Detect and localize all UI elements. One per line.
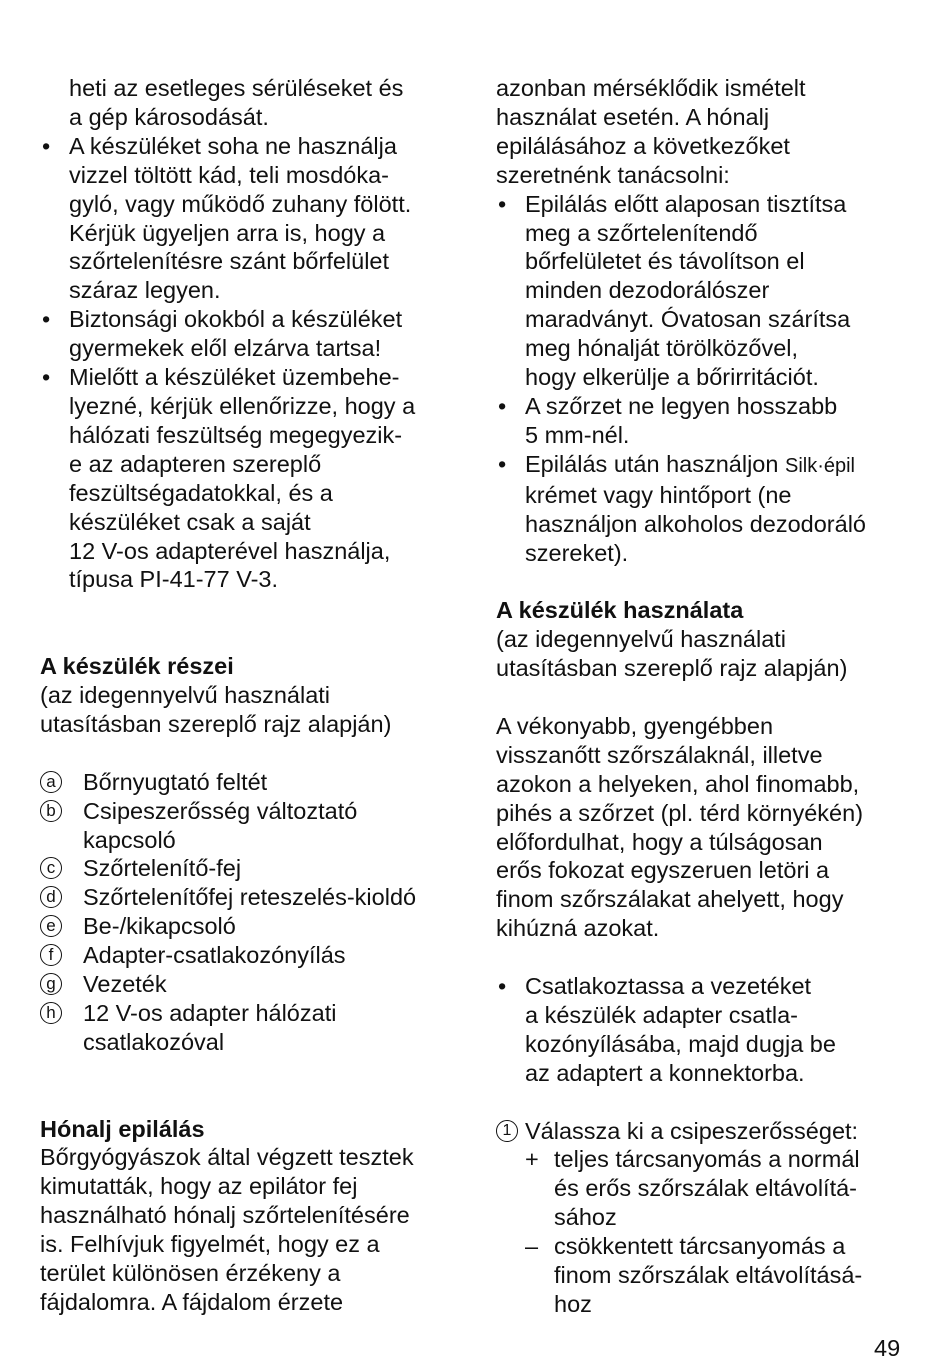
bullet-icon: • <box>498 190 507 217</box>
text-line: fájdalomra. A fájdalom érzete <box>40 1289 344 1316</box>
text-line: teljes tárcsanyomás a normál <box>554 1146 860 1173</box>
circled-letter-icon: b <box>40 800 62 822</box>
bullet-icon: • <box>42 364 51 391</box>
part-item <box>40 999 460 1057</box>
armpit-heading: Hónalj epilálás <box>40 1115 205 1142</box>
text-line: bőrfelületet és távolítson el <box>525 248 805 275</box>
part-label: Csipeszerősség változtató <box>83 797 358 824</box>
text-line: e az adapteren szereplő <box>69 450 322 477</box>
text-line: azokon a helyeken, ahol finomabb, <box>496 770 860 797</box>
usage-subtitle-line: (az idegennyelvű használati <box>496 626 787 653</box>
part-label: csatlakozóval <box>83 1028 225 1055</box>
text-line: lyezné, kérjük ellenőrizze, hogy a <box>69 392 416 419</box>
part-item <box>40 768 460 797</box>
advice-bullet-1 <box>496 190 916 392</box>
text-line: hálózati feszültség megegyezik- <box>69 421 403 448</box>
text-line: meg a szőrtelenítendő <box>525 219 758 246</box>
text-line: terület különösen érzékeny a <box>40 1260 341 1287</box>
text-line: kimutatták, hogy az epilátor fej <box>40 1173 358 1200</box>
text-line: hoz <box>554 1291 592 1317</box>
text-line: és erős szőrszálak eltávolítá- <box>554 1175 858 1202</box>
part-label: Be-/kikapcsoló <box>83 913 236 940</box>
text-line: finom szőrszálak eltávolításá- <box>554 1262 863 1289</box>
text-fragment: Epilálás után használjon <box>525 450 785 477</box>
circled-letter-icon: e <box>40 915 62 937</box>
part-label: Szőrtelenítőfej reteszelés-kioldó <box>83 884 417 911</box>
circled-letter-icon: g <box>40 973 62 995</box>
part-item <box>40 912 460 941</box>
text-line: használat esetén. A hónalj <box>496 103 770 130</box>
circled-letter-icon: a <box>40 771 62 793</box>
usage-heading: A készülék használata <box>496 597 744 624</box>
text-line: heti az esetleges sérüléseket és <box>69 75 404 101</box>
text-line <box>525 450 916 481</box>
connect-bullet <box>496 972 916 1088</box>
part-item <box>40 883 460 912</box>
part-item <box>40 797 460 855</box>
text-line: azonban mérséklődik ismételt <box>496 75 806 101</box>
step-option-full <box>496 1145 916 1232</box>
parts-list <box>40 768 460 1057</box>
part-label: Vezeték <box>83 971 167 998</box>
text-line: előfordulhat, hogy a túlságosan <box>496 828 823 855</box>
parts-heading: A készülék részei <box>40 653 234 680</box>
text-line: A készüléket soha ne használja <box>69 132 397 159</box>
circled-letter-icon: f <box>40 944 62 966</box>
advice-bullet-2 <box>496 392 916 450</box>
text-line: feszültségadatokkal, és a <box>69 479 333 506</box>
safety-bullet-3 <box>40 363 460 594</box>
text-line: vizzel töltött kád, teli mosdóka- <box>69 161 389 188</box>
text-line: A vékonyabb, gyengébben <box>496 712 774 739</box>
text-line: epilálásához a következőket <box>496 132 790 159</box>
circled-letter-icon: h <box>40 1002 62 1024</box>
part-label: 12 V-os adapter hálózati <box>83 999 337 1026</box>
step-1 <box>496 1117 916 1146</box>
armpit-continuation <box>496 74 916 190</box>
text-line: 12 V-os adapterével használja, <box>69 537 391 564</box>
part-label: kapcsoló <box>83 826 176 853</box>
parts-subtitle-line: (az idegennyelvű használati <box>40 682 331 709</box>
text-line: Biztonsági okokból a készüléket <box>69 306 403 333</box>
text-line: Csatlakoztassa a vezetéket <box>525 973 812 1000</box>
advice-bullet-3 <box>496 450 916 568</box>
text-line: hogy elkerülje a bőrirritációt. <box>525 364 819 391</box>
text-line: a gép károsodását. <box>69 103 269 130</box>
plus-icon: + <box>525 1146 539 1173</box>
part-label: Szőrtelenítő-fej <box>83 855 242 882</box>
step-option-reduced <box>496 1232 916 1319</box>
text-line: használjon alkoholos dezodoráló <box>525 510 866 537</box>
circled-letter-icon: c <box>40 857 62 879</box>
part-item <box>40 970 460 999</box>
text-line: gyló, vagy működő zuhany fölött. <box>69 190 412 217</box>
text-line: visszanőtt szőrszálaknál, illetve <box>496 741 823 768</box>
text-line: Bőrgyógyászok által végzett tesztek <box>40 1144 414 1171</box>
circled-letter-icon: d <box>40 886 62 908</box>
text-line: a készülék adapter csatla- <box>525 1001 799 1028</box>
text-line: is. Felhívjuk figyelmét, hogy ez a <box>40 1231 380 1258</box>
circled-number-icon: 1 <box>496 1120 518 1142</box>
bullet-icon: • <box>498 973 507 1000</box>
dash-icon: – <box>525 1233 539 1260</box>
intro-text <box>40 74 460 132</box>
part-item <box>40 854 460 883</box>
text-line: maradványt. Óvatosan szárítsa <box>525 306 851 333</box>
text-line: Mielőtt a készüléket üzembehe- <box>69 364 400 391</box>
text-line: erős fokozat egyszeruen letöri a <box>496 857 830 884</box>
safety-bullet-2 <box>40 305 460 363</box>
text-line: pihés a szőrzet (pl. térd környékén) <box>496 799 864 826</box>
text-line: készüléket csak a saját <box>69 508 311 535</box>
bullet-icon: • <box>42 132 51 159</box>
text-line: csökkentett tárcsanyomás a <box>554 1233 846 1260</box>
text-line: típusa PI-41-77 V-3. <box>69 566 279 593</box>
text-line: Kérjük ügyeljen arra is, hogy a <box>69 219 386 246</box>
text-line: minden dezodorálószer <box>525 277 770 304</box>
bullet-icon: • <box>498 450 507 477</box>
text-line: finom szőrszálakat ahelyett, hogy <box>496 886 844 913</box>
text-line: sához <box>554 1204 617 1231</box>
bullet-icon: • <box>498 392 507 419</box>
right-column <box>496 74 916 1319</box>
parts-subtitle-line: utasításban szereplő rajz alapján) <box>40 710 392 737</box>
bullet-icon: • <box>42 306 51 333</box>
text-line: száraz legyen. <box>69 277 221 304</box>
part-label: Adapter-csatlakozónyílás <box>83 942 346 969</box>
text-line: 5 mm-nél. <box>525 421 630 448</box>
text-line: gyermekek elől elzárva tartsa! <box>69 335 382 362</box>
safety-bullet-1 <box>40 132 460 305</box>
text-line: szeretnénk tanácsolni: <box>496 161 730 188</box>
step-title: Válassza ki a csipeszerősséget: <box>525 1117 859 1144</box>
text-line: Epilálás előtt alaposan tisztítsa <box>525 190 847 217</box>
left-column <box>40 74 460 1317</box>
text-line: krémet vagy hintőport (ne <box>525 481 792 508</box>
usage-paragraph <box>496 712 916 943</box>
text-line: meg hónalját törölközővel, <box>525 335 799 362</box>
text-line: használható hónalj szőrtelenítésére <box>40 1202 410 1229</box>
text-line: A szőrzet ne legyen hosszabb <box>525 392 838 419</box>
page-number: 49 <box>874 1335 901 1361</box>
text-line: az adaptert a konnektorba. <box>525 1059 805 1086</box>
part-item <box>40 941 460 970</box>
part-label: Bőrnyugtató feltét <box>83 768 268 795</box>
text-line: kihúzná azokat. <box>496 915 660 942</box>
armpit-paragraph <box>40 1143 460 1316</box>
text-line: kozónyílásába, majd dugja be <box>525 1030 836 1057</box>
text-line: szereket). <box>525 539 629 566</box>
brand-name: Silk·épil <box>784 454 856 477</box>
usage-subtitle-line: utasításban szereplő rajz alapján) <box>496 655 848 682</box>
text-line: szőrtelenítésre szánt bőrfelület <box>69 248 390 275</box>
